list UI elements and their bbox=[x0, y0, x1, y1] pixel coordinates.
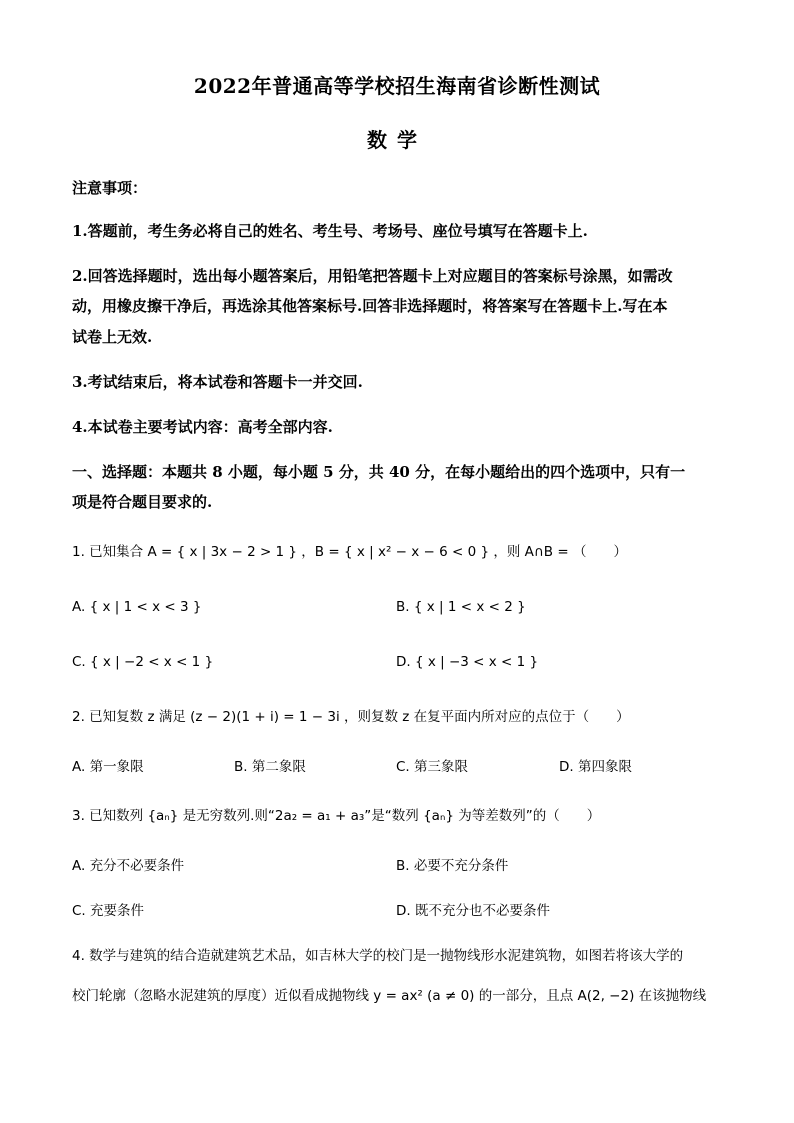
question-3-option-d: D. 既不充分也不必要条件 bbox=[396, 903, 550, 919]
subject-title: 数学 bbox=[367, 128, 427, 152]
question-2-option-a: A. 第一象限 bbox=[72, 759, 144, 775]
question-1-option-a: A. { x | 1 < x < 3 } bbox=[72, 599, 202, 615]
question-4-line-1: 4. 数学与建筑的结合造就建筑艺术品，如吉林大学的校门是一抛物线形水泥建筑物，如图若将该大学的 bbox=[72, 948, 684, 964]
question-2-option-b: B. 第二象限 bbox=[234, 759, 306, 775]
notice-item-2-line-1: 2.回答选择题时，选出每小题答案后，用铅笔把答题卡上对应题目的答案标号涂黑，如需改 bbox=[72, 267, 673, 285]
notice-item-3: 3.考试结束后，将本试卷和答题卡一并交回. bbox=[72, 373, 363, 391]
exam-title: 2022年普通高等学校招生海南省诊断性测试 bbox=[193, 74, 601, 98]
question-1-option-b: B. { x | 1 < x < 2 } bbox=[396, 599, 526, 615]
question-1-option-d: D. { x | −3 < x < 1 } bbox=[396, 654, 539, 670]
notice-item-1: 1.答题前，考生务必将自己的姓名、考生号、考场号、座位号填写在答题卡上. bbox=[72, 222, 588, 240]
question-2-stem: 2. 已知复数 z 满足 (z − 2)(1 + i) = 1 − 3i ，则复数 z 在复平面内所对应的点位于（ ） bbox=[72, 709, 630, 725]
question-3-stem: 3. 已知数列 {aₙ} 是无穷数列.则“2a₂ = a₁ + a₃”是“数列 {aₙ} 为等差数列”的（ ） bbox=[72, 808, 601, 824]
question-1-option-c: C. { x | −2 < x < 1 } bbox=[72, 654, 214, 670]
question-2-option-c: C. 第三象限 bbox=[396, 759, 469, 775]
question-4-line-2: 校门轮廓（忽略水泥建筑的厚度）近似看成抛物线 y = ax² (a ≠ 0) 的一部分，且点 A(2, −2) 在该抛物线 bbox=[72, 988, 707, 1004]
notice-item-2-line-3: 试卷上无效. bbox=[72, 328, 153, 346]
question-1-stem: 1. 已知集合 A = { x | 3x − 2 > 1 } ，B = { x | x² − x − 6 < 0 } ，则 A∩B = （ ） bbox=[72, 544, 627, 560]
section-1-heading-line-2: 项是符合题目要求的. bbox=[72, 493, 213, 511]
question-3-option-c: C. 充要条件 bbox=[72, 903, 145, 919]
notice-item-2-line-2: 动，用橡皮擦干净后，再选涂其他答案标号.回答非选择题时，将答案写在答题卡上.写在本 bbox=[72, 297, 668, 315]
question-3-option-a: A. 充分不必要条件 bbox=[72, 858, 185, 874]
notice-item-4: 4.本试卷主要考试内容：高考全部内容. bbox=[72, 418, 333, 436]
question-2-option-d: D. 第四象限 bbox=[559, 759, 632, 775]
notice-heading: 注意事项： bbox=[72, 179, 148, 197]
question-3-option-b: B. 必要不充分条件 bbox=[396, 858, 509, 874]
section-1-heading-line-1: 一、选择题：本题共 8 小题，每小题 5 分，共 40 分，在每小题给出的四个选项中，只有一 bbox=[72, 463, 686, 481]
